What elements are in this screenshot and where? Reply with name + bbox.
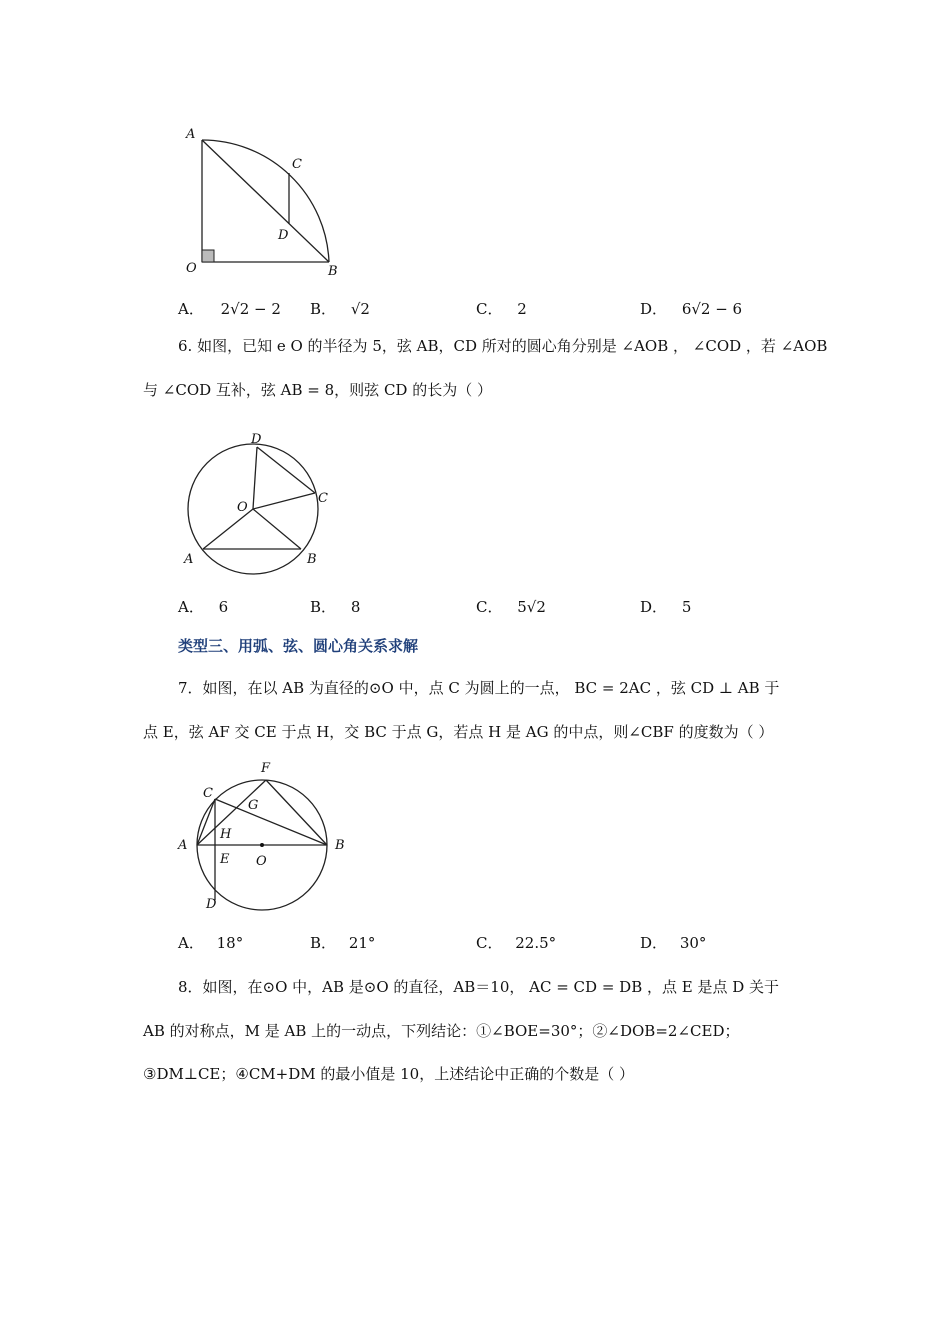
figure-diameter-circle	[170, 755, 355, 915]
figure-quarter-circle	[170, 120, 360, 280]
q5-option-a: A． 2√2 − 2	[178, 300, 281, 318]
q7-line-1: 7．如图，在以 AB 为直径的⊙O 中，点 C 为圆上的一点， BC = 2AC ，弦 CD ⊥ AB 于	[178, 679, 780, 697]
figure-circle-chords	[175, 425, 345, 575]
radius-oa	[203, 509, 253, 549]
q7-option-c: C． 22.5°	[476, 934, 557, 952]
q7-option-b: B． 21°	[310, 934, 376, 952]
right-angle-mark	[202, 250, 214, 262]
label-d: D	[278, 228, 289, 243]
label-o: O	[256, 854, 267, 869]
q6-option-d: D． 5	[640, 598, 692, 616]
chord-cb	[215, 799, 327, 845]
q6-line-1: 6. 如图，已知 e O 的半径为 5，弦 AB，CD 所对的圆心角分别是 ∠AOB ， ∠COD ，若 ∠AOB	[178, 337, 828, 355]
q8-line-3: ③DM⊥CE；④CM+DM 的最小值是 10，上述结论中正确的个数是（ ）	[143, 1065, 634, 1083]
label-f: F	[261, 761, 271, 776]
label-g: G	[248, 798, 259, 813]
q7-line-2: 点 E，弦 AF 交 CE 于点 H，交 BC 于点 G，若点 H 是 AG 的中点，则∠CBF 的度数为（ ）	[143, 723, 774, 741]
label-o: O	[237, 500, 248, 515]
q5-option-b: B． √2	[310, 300, 370, 318]
label-d: D	[251, 432, 262, 447]
q6-option-b: B． 8	[310, 598, 361, 616]
q8-line-1: 8．如图，在⊙O 中，AB 是⊙O 的直径，AB＝10， AC = CD = DB ，点 E 是点 D 关于	[178, 978, 780, 996]
label-c: C	[292, 157, 302, 172]
chord-dc	[257, 447, 315, 493]
label-d: D	[206, 897, 217, 912]
chord-ac	[197, 799, 215, 845]
label-b: B	[335, 838, 345, 853]
q5-option-d: D． 6√2 − 6	[640, 300, 743, 318]
radius-oc	[253, 493, 315, 509]
label-e: E	[220, 852, 230, 867]
q8-line-2: AB 的对称点，M 是 AB 上的一动点，下列结论：①∠BOE=30°；②∠DOB=2∠CED；	[143, 1022, 740, 1040]
q6-option-a: A． 6	[178, 598, 229, 616]
label-o: O	[186, 261, 197, 276]
q7-option-d: D． 30°	[640, 934, 707, 952]
label-c: C	[318, 491, 328, 506]
label-b: B	[307, 552, 317, 567]
label-h: H	[220, 827, 232, 842]
label-a: A	[186, 127, 196, 142]
label-a: A	[178, 838, 188, 853]
center-point-o	[260, 843, 264, 847]
q7-option-a: A． 18°	[178, 934, 244, 952]
label-b: B	[328, 264, 338, 279]
label-a: A	[184, 552, 194, 567]
q5-option-c: C． 2	[476, 300, 527, 318]
q6-option-c: C． 5√2	[476, 598, 546, 616]
label-c: C	[203, 786, 213, 801]
radius-ob	[253, 509, 301, 549]
section-heading: 类型三、用弧、弦、圆心角关系求解	[178, 637, 419, 655]
q6-line-2: 与 ∠COD 互补，弦 AB = 8，则弦 CD 的长为（ ）	[143, 381, 492, 399]
radius-od	[253, 447, 257, 509]
